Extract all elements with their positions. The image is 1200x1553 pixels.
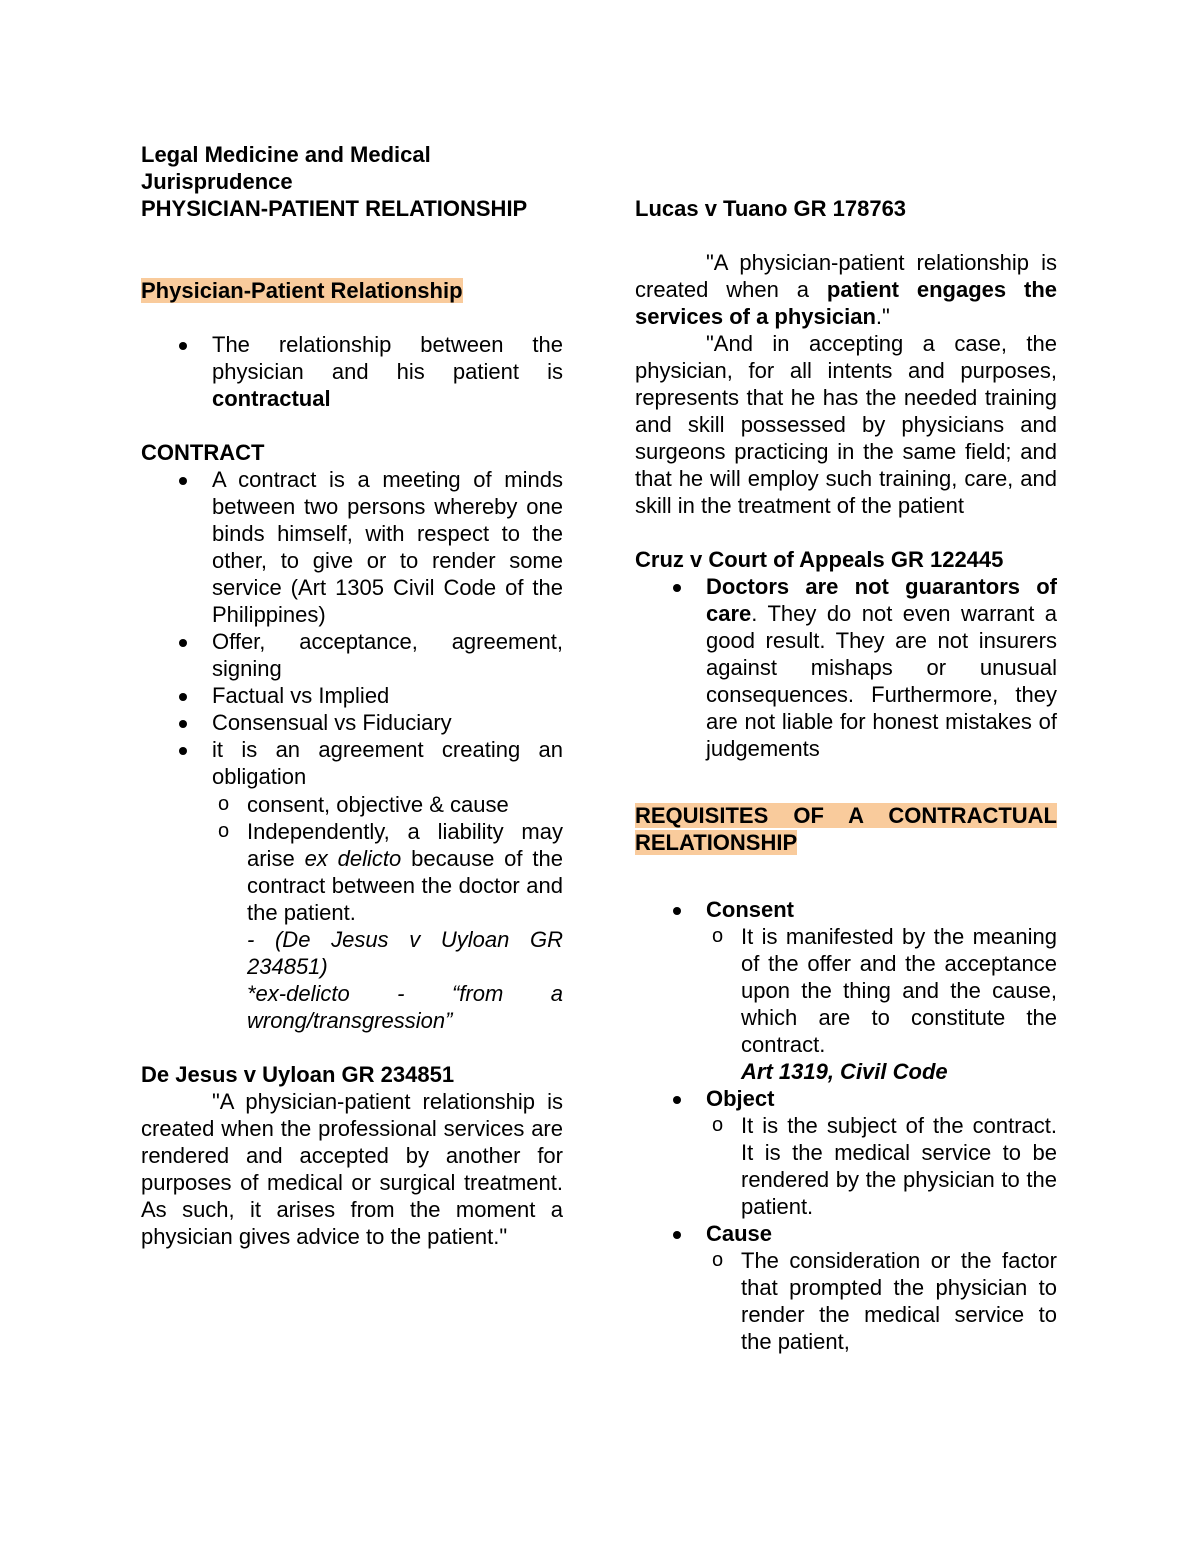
quote-text: ." [875, 304, 890, 329]
doc-title-line-2: Jurisprudence [141, 169, 293, 194]
left-column [141, 141, 563, 1250]
sub-text: It is manifested by the meaning of the offer and the acceptance upon the thing and the cause, which are to constitute the contract. [741, 924, 1057, 1057]
sub-list [706, 923, 1057, 1085]
dejesus-quote: "A physician-patient relationship is created when the professional services are rendered and accepted by another for purposes of medical or surgical treatment. As such, it arises from the moment a physician gives advice to the patient." [141, 1089, 563, 1249]
sub-list [706, 1247, 1057, 1355]
contract-list [141, 466, 563, 1034]
footnote: *ex-delicto - “from a wrong/transgression” [247, 981, 563, 1033]
sub-text: because of the contract between the doctor and the patient. [247, 846, 563, 925]
sub-text: Independently, a liability may arise [247, 819, 563, 871]
list-item [141, 736, 563, 1034]
bullet-bold-text: contractual [212, 386, 331, 411]
sub-list [212, 791, 563, 1034]
dejesus-heading: De Jesus v Uyloan GR 234851 [141, 1062, 455, 1087]
list-item: Consensual vs Fiduciary [141, 709, 563, 736]
requisite-label: Cause [706, 1221, 773, 1246]
requisites-heading [635, 802, 1057, 856]
bullet-text: it is an agreement creating an obligation [212, 737, 563, 789]
cruz-heading: Cruz v Court of Appeals GR 122445 [635, 547, 1004, 572]
doc-title-line-3: PHYSICIAN-PATIENT RELATIONSHIP [141, 196, 528, 221]
heading-highlight: REQUISITES OF A CONTRACTUAL RELATIONSHIP [635, 803, 1057, 855]
quote-bold-text: patient engages the services of a physician [635, 277, 1058, 329]
list-item: Offer, acceptance, agreement, signing [141, 628, 563, 682]
right-column [635, 195, 1057, 1355]
sub-list-item: o consent, objective & cause [212, 791, 563, 818]
requisite-label: Object [706, 1086, 775, 1111]
sub-list-item [212, 818, 563, 1034]
bullet-text: The relationship between the physician and his patient is [212, 332, 563, 384]
cruz-list [635, 573, 1057, 762]
list-item: A contract is a meeting of minds between two persons whereby one binds himself, with respect to the other, to give or to render some service (Art 1305 Civil Code of the Philippines) [141, 466, 563, 628]
citation: Art 1319, Civil Code [741, 1059, 948, 1084]
list-item [635, 573, 1057, 762]
sub-list-item: o The consideration or the factor that prompted the physician to render the medical service to the patient, [706, 1247, 1057, 1355]
list-item [635, 896, 1057, 1085]
requisites-list [635, 896, 1057, 1355]
citation: - (De Jesus v Uyloan GR 234851) [247, 927, 563, 979]
list-item [635, 1220, 1057, 1355]
section-heading-physician-patient [141, 277, 563, 304]
requisite-label: Consent [706, 897, 794, 922]
bullet-text: . They do not even warrant a good result. They are not insurers against mishaps or unusual consequences. Furthermore, they are not liable for honest mistakes of judgements [706, 601, 1057, 761]
sub-italic-text: ex delicto [304, 846, 402, 871]
relationship-list [141, 331, 563, 412]
bullet-bold-text: Doctors are not guarantors of care [706, 574, 1057, 626]
lucas-quote-1 [635, 249, 1057, 330]
sub-list-item [706, 923, 1057, 1085]
doc-title-line-1: Legal Medicine and Medical [141, 142, 431, 167]
sub-list [706, 1112, 1057, 1220]
heading-highlight: Physician-Patient Relationship [141, 278, 463, 303]
lucas-heading: Lucas v Tuano GR 178763 [635, 196, 907, 221]
sub-list-item: o It is the subject of the contract. It is the medical service to be rendered by the physician to the patient. [706, 1112, 1057, 1220]
list-item [635, 1085, 1057, 1220]
list-item [141, 331, 563, 412]
quote-text: "A physician-patient relationship is created when a [635, 250, 1057, 302]
lucas-quote-2: "And in accepting a case, the physician, for all intents and purposes, represents that he has the needed training and skill possessed by physicians and surgeons practicing in the same field; and that he will employ such training, care, and skill in the treatment of the patient [635, 331, 1057, 518]
list-item: Factual vs Implied [141, 682, 563, 709]
contract-heading: CONTRACT [141, 440, 265, 465]
